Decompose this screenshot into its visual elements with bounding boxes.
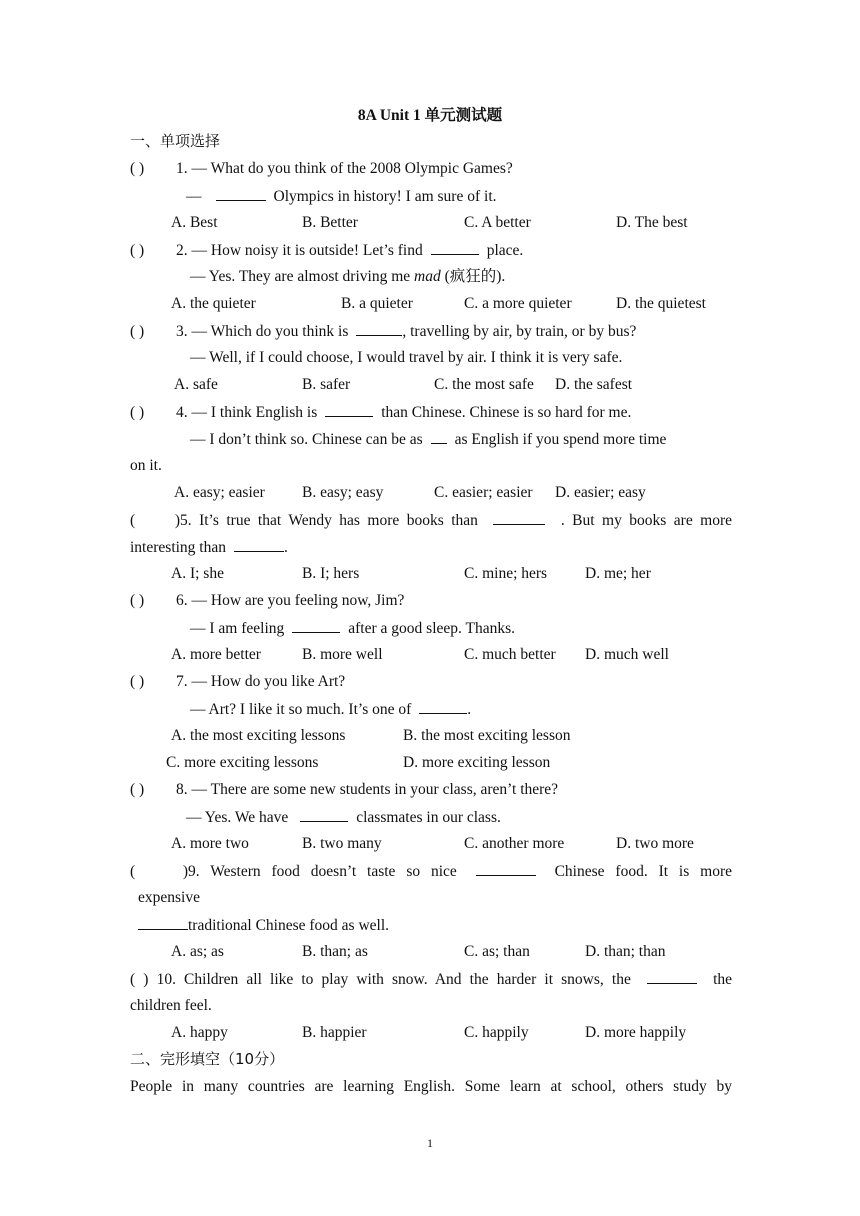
answer-blank[interactable] (325, 398, 373, 417)
question-9-stem-continued-2: traditional Chinese food as well. (138, 911, 389, 939)
question-6-reply: — I am feeling after a good sleep. Thanks. (190, 614, 515, 642)
answer-paren: ( ) (130, 160, 145, 177)
question-2-stem: ( ) 2. — How noisy it is outside! Let’s find place. (130, 236, 523, 264)
option-a: A. more better (171, 646, 261, 663)
section-heading-multiple-choice: 一、单项选择 (130, 132, 221, 150)
answer-paren: ( ) (130, 971, 149, 988)
answer-blank[interactable] (356, 317, 402, 336)
option-b: B. the most exciting lesson (403, 727, 571, 744)
page-title: 8A Unit 1 单元测试题 (357, 107, 503, 124)
option-b: B. two many (302, 835, 382, 852)
option-a: A. more two (171, 835, 249, 852)
question-9-stem-continued: expensive (138, 889, 200, 906)
option-d: D. the quietest (616, 295, 706, 312)
question-10-stem-continued: children feel. (130, 997, 212, 1014)
answer-blank[interactable] (419, 695, 467, 714)
answer-blank[interactable] (431, 425, 447, 444)
answer-blank[interactable] (138, 911, 188, 930)
option-b: B. I; hers (302, 565, 360, 582)
option-a: A. easy; easier (174, 484, 265, 501)
answer-blank[interactable] (476, 857, 536, 876)
question-4-reply: — I don’t think so. Chinese can be as as English if you spend more time (190, 425, 666, 453)
answer-paren: ( ) (130, 673, 145, 690)
question-3-reply: — Well, if I could choose, I would travel by air. I think it is very safe. (190, 349, 623, 366)
answer-blank[interactable] (300, 803, 348, 822)
option-c: C. another more (464, 835, 565, 852)
option-c: C. much better (464, 646, 556, 663)
option-d: D. more happily (585, 1024, 687, 1041)
question-1-stem: ( ) 1. — What do you think of the 2008 Olympic Games? (130, 155, 513, 182)
question-5-stem: ( )5. It’s true that Wendy has more books than . But my books are more (130, 506, 732, 534)
answer-blank[interactable] (292, 614, 340, 633)
option-c: C. happily (464, 1024, 529, 1041)
option-b: B. a quieter (341, 295, 413, 312)
answer-blank[interactable] (234, 533, 284, 552)
option-a: A. happy (171, 1024, 228, 1041)
question-8-reply: — Yes. We have classmates in our class. (186, 803, 501, 831)
question-9-stem: ( )9. Western food doesn’t taste so nice Chinese food. It is more (130, 857, 732, 885)
answer-paren: ( ) (130, 323, 145, 340)
option-b: B. Better (302, 214, 358, 231)
question-7-stem: ( ) 7. — How do you like Art? (130, 668, 345, 695)
answer-blank[interactable] (647, 965, 697, 984)
answer-paren: ( ) (130, 781, 145, 798)
option-d: D. than; than (585, 943, 666, 960)
option-d: D. two more (616, 835, 694, 852)
option-b: B. happier (302, 1024, 367, 1041)
page-number: 1 (427, 1136, 433, 1150)
answer-paren: ( ) (130, 404, 145, 421)
option-a: A. Best (171, 214, 218, 231)
question-8-stem: ( ) 8. — There are some new students in your class, aren’t there? (130, 776, 558, 803)
option-c: C. more exciting lessons (166, 754, 319, 771)
answer-paren: ( ) (130, 512, 180, 529)
option-a: A. the quieter (171, 295, 256, 312)
answer-blank[interactable] (493, 506, 545, 525)
answer-paren: ( ) (130, 592, 145, 609)
question-6-stem: ( ) 6. — How are you feeling now, Jim? (130, 587, 404, 614)
option-a: A. the most exciting lessons (171, 727, 346, 744)
option-b: B. more well (302, 646, 383, 663)
question-4-reply-continued: on it. (130, 457, 162, 474)
option-a: A. safe (174, 376, 218, 393)
option-b: B. than; as (302, 943, 368, 960)
option-d: D. much well (585, 646, 669, 663)
option-d: D. easier; easy (555, 484, 646, 501)
question-7-reply: — Art? I like it so much. It’s one of . (190, 695, 471, 723)
option-b: B. easy; easy (302, 484, 384, 501)
option-c: C. easier; easier (434, 484, 533, 501)
question-10-stem: ( ) 10. Children all like to play with snow. And the harder it snows, the the (130, 965, 732, 993)
option-d: D. the safest (555, 376, 633, 393)
option-d: D. more exciting lesson (403, 754, 551, 771)
option-b: B. safer (302, 376, 351, 393)
section-heading-cloze: 二、完形填空（10分） (130, 1050, 285, 1068)
question-1-reply: — Olympics in history! I am sure of it. (186, 182, 497, 210)
option-c: C. A better (464, 214, 531, 231)
option-c: C. mine; hers (464, 565, 548, 582)
option-a: A. as; as (171, 943, 224, 960)
question-4-stem: ( ) 4. — I think English is than Chinese. Chinese is so hard for me. (130, 398, 631, 426)
question-5-stem-continued: interesting than . (130, 533, 288, 561)
option-d: D. me; her (585, 565, 651, 582)
option-c: C. a more quieter (464, 295, 572, 312)
option-c: C. the most safe (434, 376, 534, 393)
question-2-reply: — Yes. They are almost driving me mad (疯狂的). (190, 268, 506, 285)
cloze-passage: People in many countries are learning English. Some learn at school, others study by (130, 1078, 732, 1095)
option-d: D. The best (616, 214, 688, 231)
question-3-stem: ( ) 3. — Which do you think is , travelling by air, by train, or by bus? (130, 317, 636, 345)
option-a: A. I; she (171, 565, 224, 582)
answer-blank[interactable] (216, 182, 266, 201)
option-c: C. as; than (464, 943, 530, 960)
answer-paren: ( ) (130, 242, 145, 259)
answer-blank[interactable] (431, 236, 479, 255)
answer-paren: ( ) (130, 863, 188, 880)
